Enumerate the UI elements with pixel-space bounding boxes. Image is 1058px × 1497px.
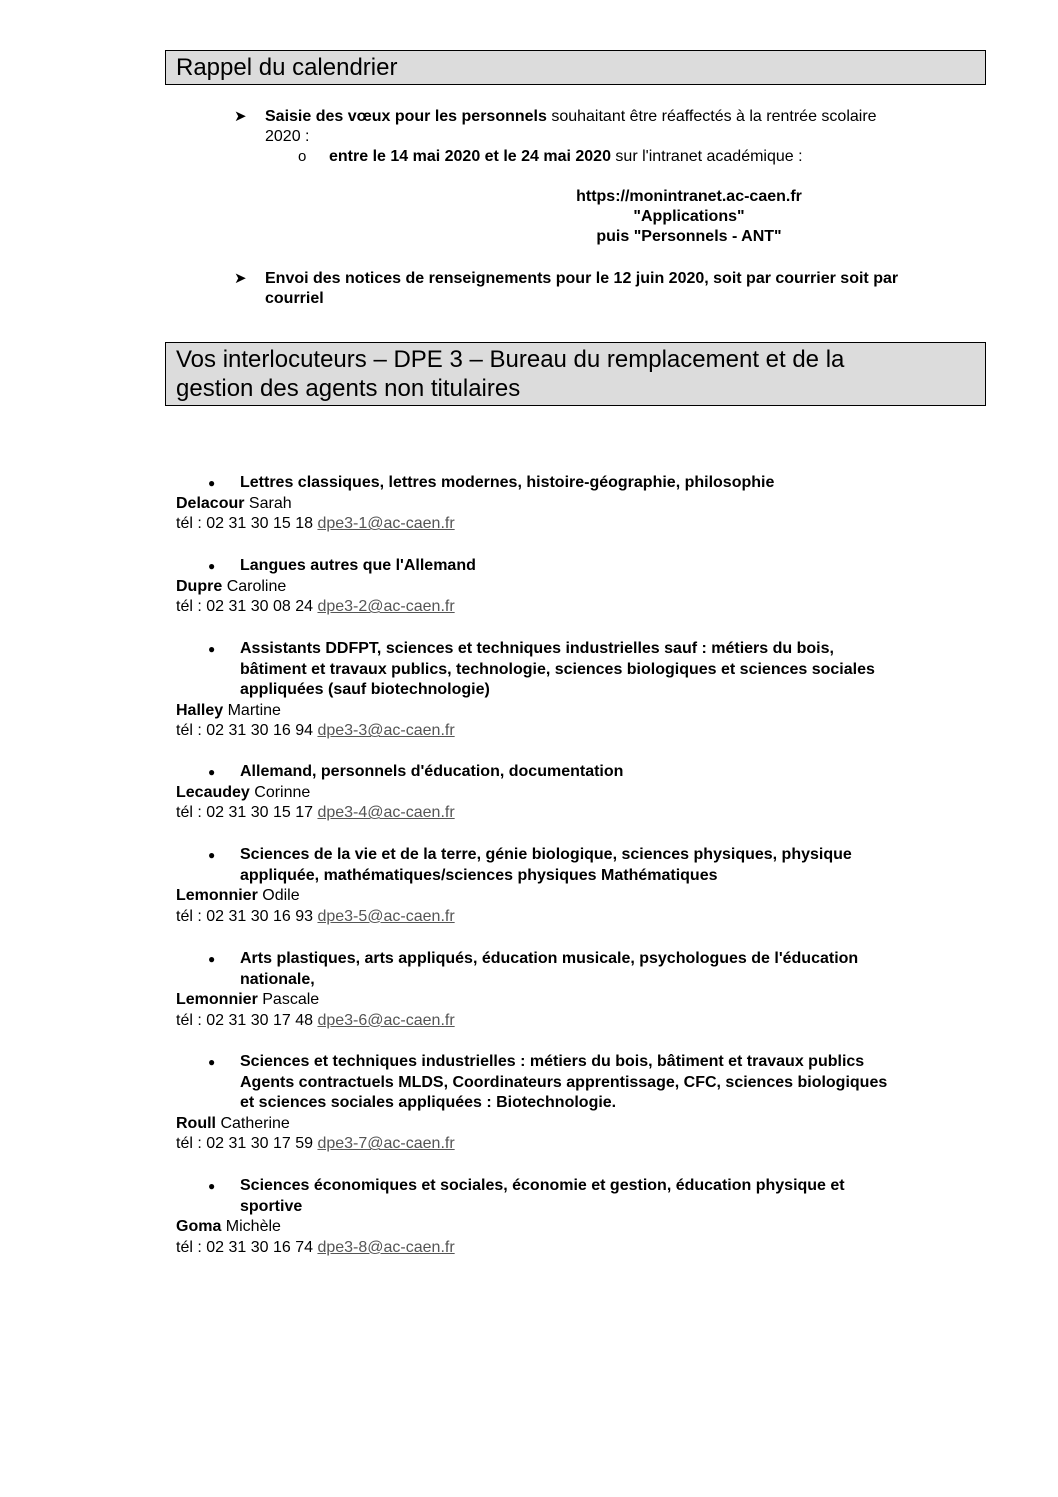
contact-phone: tél : 02 31 30 17 48 [176,1011,313,1029]
contact-subject-line [176,1176,966,1197]
contact-last-name: Halley [176,701,224,719]
contact-first-name: Caroline [226,577,287,595]
contact-phone: tél : 02 31 30 16 74 [176,1238,313,1256]
contact-last-name: Delacour [176,494,245,512]
contact-first-name: Sarah [248,494,292,512]
contact-subject-line [176,1073,966,1094]
arrow-bullet-icon: ➤ [234,108,247,125]
saisie-bold: Saisie des vœux pour les personnels [265,108,547,125]
circle-bullet-icon: o [298,148,307,165]
contact-subject-text: nationale, [240,970,315,988]
contact-phone: tél : 02 31 30 15 17 [176,804,313,822]
dates-rest: sur l'intranet académique : [610,148,803,165]
contact-email-link[interactable]: dpe3-8@ac-caen.fr [317,1238,455,1256]
contact-subject-line [176,1093,966,1114]
contact-subject-text: bâtiment et travaux publics, technologie, sciences biologiques et sciences sociales [240,660,875,678]
contact-subject-line [176,680,966,701]
contact-last-name: Goma [176,1218,222,1236]
contact-block [176,639,966,742]
contact-subject-line [176,1197,966,1218]
contact-subject-text: Assistants DDFPT, sciences et techniques industrielles sauf : métiers du bois, [240,640,834,657]
contact-subject-text: Langues autres que l'Allemand [240,557,476,574]
round-bullet-icon: ● [208,952,216,966]
contact-phone-row [176,907,966,928]
contact-name [176,990,966,1011]
contact-phone-row [176,803,966,824]
contact-subject-line [176,1052,966,1073]
contact-subject-text: Sciences économiques et sociales, économie et gestion, éducation physique et [240,1177,845,1194]
saisie-rest: souhaitant être réaffectés à la rentrée scolaire [546,108,877,125]
contact-phone: tél : 02 31 30 16 93 [176,907,313,925]
contact-first-name: Michèle [225,1218,281,1236]
calendar-item-envoi [265,269,985,309]
calendar-heading [165,50,986,85]
applications-text: "Applications" [633,208,745,225]
intranet-url[interactable] [165,187,1058,207]
envoi-line2: courriel [265,290,324,307]
round-bullet-icon: ● [208,848,216,862]
contact-email-link[interactable]: dpe3-6@ac-caen.fr [317,1011,455,1029]
contact-phone-row [176,1238,966,1259]
contact-block [176,1052,966,1155]
contact-name [176,783,966,804]
contact-first-name: Odile [262,887,300,905]
contact-phone-row [176,1011,966,1032]
contact-name [176,701,966,722]
contact-subject-text: Sciences et techniques industrielles : métiers du bois, bâtiment et travaux publics [240,1053,865,1070]
contact-first-name: Corinne [254,783,311,801]
intranet-url-text[interactable]: https://monintranet.ac-caen.fr [576,188,802,205]
contact-last-name: Lecaudey [176,783,250,801]
contact-phone: tél : 02 31 30 16 94 [176,722,313,740]
calendar-item-saisie [265,107,985,147]
contact-last-name: Lemonnier [176,887,258,905]
contact-email-link[interactable]: dpe3-7@ac-caen.fr [317,1135,455,1153]
round-bullet-icon: ● [208,559,216,573]
contact-phone: tél : 02 31 30 08 24 [176,598,313,616]
arrow-bullet-icon: ➤ [234,270,247,287]
contact-subject-line [176,639,966,660]
contacts-heading-line1: Vos interlocuteurs – DPE 3 – Bureau du remplacement et de la [176,346,845,373]
contact-subject-line [176,949,966,970]
applications-label [165,207,1058,227]
contact-name [176,1114,966,1135]
contact-email-link[interactable]: dpe3-4@ac-caen.fr [317,804,455,822]
calendar-subitem-dates [329,147,969,167]
round-bullet-icon: ● [208,1055,216,1069]
contact-subject-line [176,473,966,494]
contact-subject-line [176,845,966,866]
round-bullet-icon: ● [208,476,216,490]
contact-subject-text: Agents contractuels MLDS, Coordinateurs apprentissage, CFC, sciences biologiques [240,1073,888,1091]
contact-name [176,494,966,515]
contact-email-link[interactable]: dpe3-3@ac-caen.fr [317,722,455,740]
contact-email-link[interactable]: dpe3-1@ac-caen.fr [317,515,455,533]
contact-subject-line [176,866,966,887]
contact-phone-row [176,597,966,618]
contact-email-link[interactable]: dpe3-5@ac-caen.fr [317,907,455,925]
contact-phone: tél : 02 31 30 15 18 [176,515,313,533]
contacts-heading [165,342,986,406]
dates-bold: entre le 14 mai 2020 et le 24 mai 2020 [329,148,611,165]
contact-subject-text: Lettres classiques, lettres modernes, histoire-géographie, philosophie [240,474,775,491]
contact-subject-text: Allemand, personnels d'éducation, documentation [240,763,624,780]
round-bullet-icon: ● [208,1179,216,1193]
contact-last-name: Dupre [176,577,223,595]
contact-block [176,762,966,824]
contact-name [176,1217,966,1238]
contact-subject-text: appliquées (sauf biotechnologie) [240,681,490,699]
envoi-line1: Envoi des notices de renseignements pour le 12 juin 2020, soit par courrier soit par [265,270,899,287]
contact-subject-line [176,762,966,783]
contact-last-name: Roull [176,1114,216,1132]
contact-first-name: Pascale [262,991,320,1009]
contact-subject-text: appliquée, mathématiques/sciences physiques Mathématiques [240,866,718,884]
contact-subject-text: et sciences sociales appliquées : Biotechnologie. [240,1094,617,1112]
contact-block [176,1176,966,1258]
contact-first-name: Catherine [220,1114,290,1132]
contact-name [176,577,966,598]
contact-subject-line [176,556,966,577]
contact-last-name: Lemonnier [176,991,258,1009]
contact-block [176,473,966,535]
contact-block [176,556,966,618]
contact-subject-line [176,660,966,681]
contact-subject-text: Sciences de la vie et de la terre, génie biologique, sciences physiques, physique [240,846,852,863]
contact-phone: tél : 02 31 30 17 59 [176,1135,313,1153]
contact-email-link[interactable]: dpe3-2@ac-caen.fr [317,598,455,616]
contacts-heading-line2: gestion des agents non titulaires [176,375,521,402]
contact-subject-text: Arts plastiques, arts appliqués, éducation musicale, psychologues de l'éducation [240,950,859,967]
calendar-heading-text: Rappel du calendrier [176,54,398,81]
contact-phone-row [176,1134,966,1155]
personnels-path-text: puis "Personnels - ANT" [596,228,782,245]
contact-name [176,886,966,907]
contact-first-name: Martine [227,701,281,719]
contact-phone-row [176,514,966,535]
contact-block [176,949,966,1031]
contact-block [176,845,966,927]
contact-subject-text: sportive [240,1197,303,1215]
round-bullet-icon: ● [208,765,216,779]
saisie-line2: 2020 : [265,128,310,145]
contact-subject-line [176,970,966,991]
round-bullet-icon: ● [208,642,216,656]
personnels-path [165,227,1058,247]
contact-phone-row [176,721,966,742]
